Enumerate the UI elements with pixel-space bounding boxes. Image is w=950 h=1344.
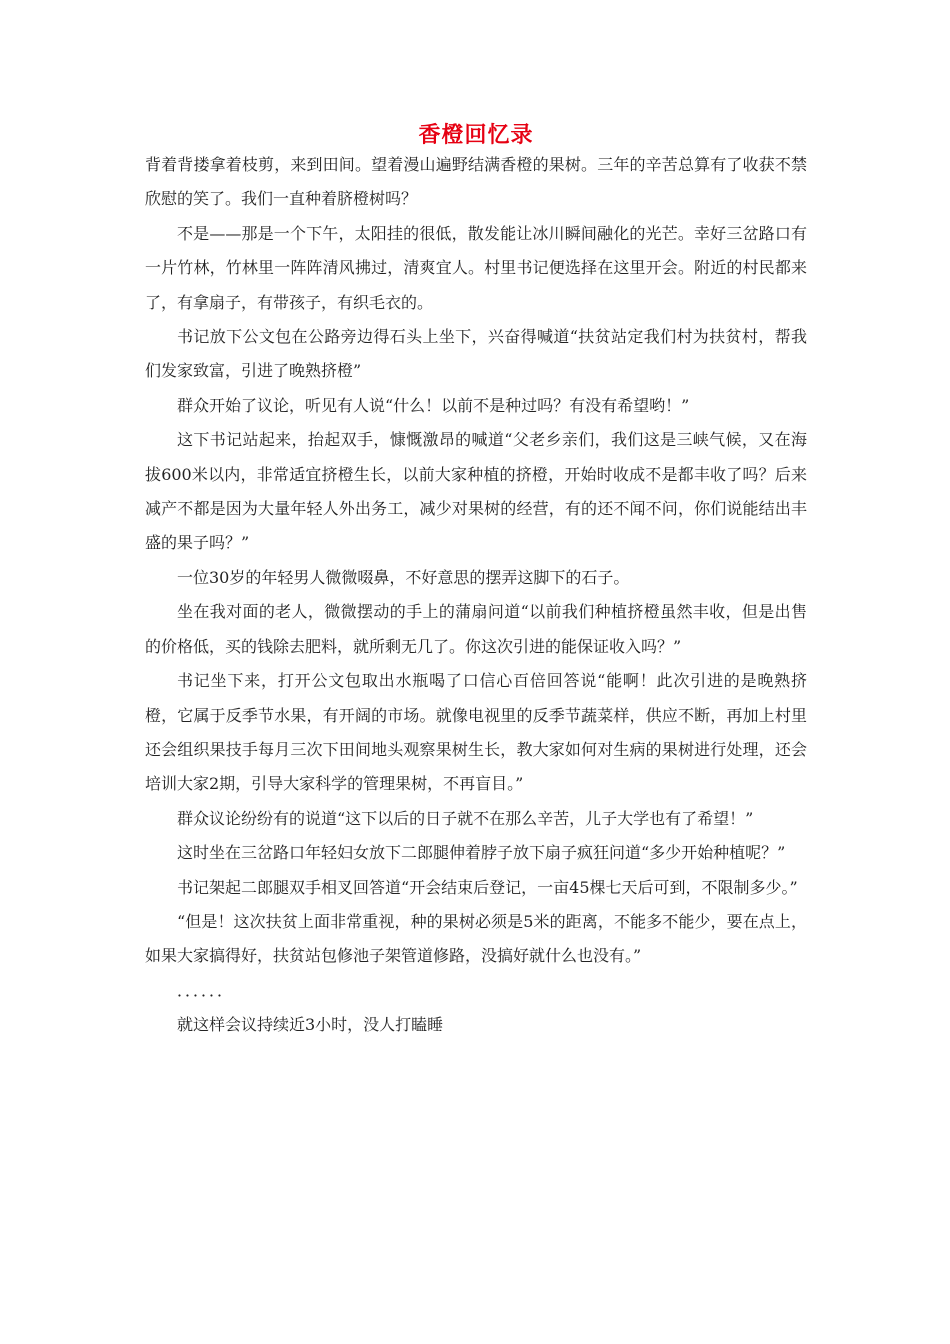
ellipsis-line: ．．．．．． [177,980,234,1000]
document-title: 香橙回忆录 [418,122,534,148]
paragraph-7: 坐在我对面的老人，微微摆动的手上的蒲扇问道“以前我们种植挤橙虽然丰收，但是出售的价格低，买的钱除去肥料，就所剩无几了。你这次引进的能保证收入吗？” [145,602,807,656]
paragraph-2: 不是——那是一个下午，太阳挂的很低，散发能让冰川瞬间融化的光芒。幸好三岔路口有一片竹林，竹林里一阵阵清风拂过，清爽宜人。村里书记便选择在这里开会。附近的村民都来了，有拿扇子，有带孩子，有织毛衣的。 [145,223,807,312]
paragraph-8: 书记坐下来，打开公文包取出水瓶喝了口信心百倍回答说“能啊！此次引进的是晚熟挤橙，它属于反季节水果，有开阔的市场。就像电视里的反季节蔬菜样，供应不断，再加上村里还会组织果技手每月三次下田间地头观察果树生长，教大家如何对生病的果树进行处理，还会培训大家2期，引导大家科学的管理果树，不再盲目。” [145,671,807,794]
paragraph-9: 群众议论纷纷有的说道“这下以后的日子就不在那么辛苦，儿子大学也有了希望！” [177,808,754,828]
paragraph-3: 书记放下公文包在公路旁边得石头上坐下，兴奋得喊道“扶贫站定我们村为扶贫村，帮我们发家致富，引进了晚熟挤橙” [145,327,807,381]
paragraph-10: 这时坐在三岔路口年轻妇女放下二郎腿伸着脖子放下扇子疯狂问道“多少开始种植呢？” [177,843,786,863]
paragraph-4: 群众开始了议论，听见有人说“什么！以前不是种过吗？有没有希望哟！” [177,395,690,415]
paragraph-11: 书记架起二郎腿双手相叉回答道“开会结束后登记，一亩45棵七天后可到，不限制多少。” [177,877,798,897]
document-page [145,120,807,1043]
paragraph-12: “但是！这次扶贫上面非常重视，种的果树必须是5米的距离，不能多不能少，要在点上，如果大家搞得好，扶贫站包修池子架管道修路，没搞好就什么也没有。” [145,911,807,966]
paragraph-6: 一位30岁的年轻男人微微啜鼻，不好意思的摆弄这脚下的石子。 [177,567,630,587]
paragraph-5: 这下书记站起来，抬起双手，慷慨激昂的喊道“父老乡亲们，我们这是三峡气候，又在海拔600米以内，非常适宜挤橙生长，以前大家种植的挤橙，开始时收成不是都丰收了吗？后来减产不都是因为大量年轻人外出务工，减少对果树的经营，有的还不闻不问，你们说能结出丰盛的果子吗？” [145,430,807,553]
paragraph-13: 就这样会议持续近3小时，没人打瞌睡 [177,1015,444,1035]
paragraph-1: 背着背搂拿着枝剪，来到田间。望着漫山遍野结满香橙的果树。三年的辛苦总算有了收获不禁欣慰的笑了。我们一直种着脐橙树吗？ [145,155,807,209]
